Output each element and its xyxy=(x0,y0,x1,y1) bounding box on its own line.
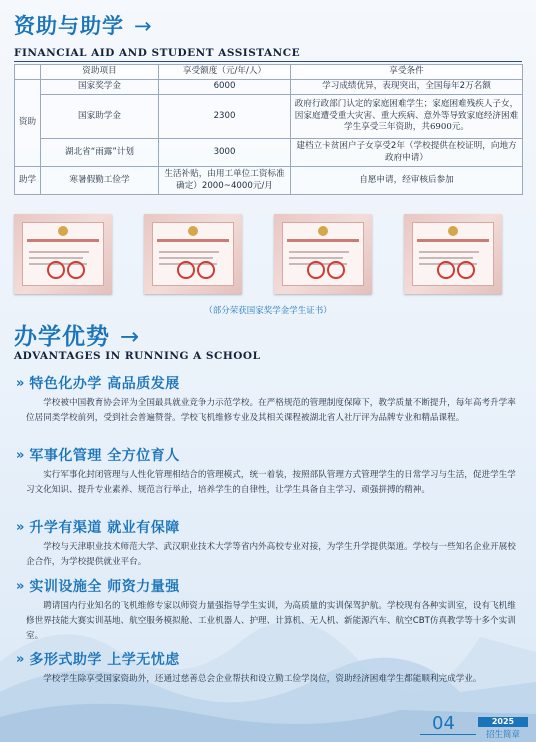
footer-label: 招生简章 xyxy=(485,730,520,740)
table-row xyxy=(15,80,523,95)
item-cell: 寒暑假勤工俭学 xyxy=(41,167,159,195)
table-header-row xyxy=(15,65,523,80)
advantages-subtitle: ADVANTAGES IN RUNNING A SCHOOL xyxy=(14,350,261,362)
advantage-body: 学校被中国教育协会评为全国最具就业竞争力示范学校。在严格规范的管理制度保障下，教学质量不断提升，每年高考升学率位居同类学校前列，受到社会普遍赞誉。学校飞机维修专业及其相关课程被湖北省人社厅评为品牌专业和精品课程。 xyxy=(26,398,516,423)
section-divider xyxy=(14,61,522,62)
amount-cell: 6000 xyxy=(159,80,291,95)
certificate-image xyxy=(14,214,112,294)
table-row xyxy=(15,139,523,167)
amount-cell: 3000 xyxy=(159,139,291,167)
amount-cell: 生活补贴，由用工单位工资标准确定）2000~4000元/月 xyxy=(159,167,291,195)
header-cell-condition: 享受条件 xyxy=(291,65,523,80)
advantage-body: 实行军事化封闭管理与人性化管理相结合的管理模式，统一着装，按照部队管理方式管理学生的日常学习与生活，促进学生学习文化知识、提升专业素养、规范言行举止，培养学生的自律性，让学生具备自主学习、顽强拼搏的精神。 xyxy=(26,470,516,495)
footer-divider xyxy=(420,734,476,735)
footer-year-badge: 2025 xyxy=(478,717,528,727)
financial-aid-subtitle: FINANCIAL AID AND STUDENT ASSISTANCE xyxy=(14,47,301,59)
header-cell-amount: 享受额度（元/年/人） xyxy=(159,65,291,80)
condition-cell: 自愿申请，经审核后参加 xyxy=(291,167,523,195)
item-cell: 国家奖学金 xyxy=(41,80,159,95)
category-cell: 资助 xyxy=(15,80,41,167)
advantage-body: 学校与天津职业技术师范大学、武汉职业技术大学等省内外高校专业对接，为学生升学提供渠道。学校与一些知名企业开展校企合作，为学校提供就业平台。 xyxy=(26,542,516,567)
financial-aid-title: 资助与助学 → xyxy=(14,14,153,38)
double-chevron-icon: » xyxy=(16,651,22,667)
certificate-image xyxy=(404,214,502,294)
header-cell-empty xyxy=(15,65,41,80)
advantage-heading: » 升学有渠道 就业有保障 xyxy=(16,519,180,536)
double-chevron-icon: » xyxy=(16,578,22,594)
certificate-image xyxy=(144,214,242,294)
condition-cell: 政府行政部门认定的家庭困难学生；家庭困难残疾人子女，因家庭遭受重大灾害、重大疾病、意外等导致家庭经济困难学生享受三年资助，共6900元。 xyxy=(291,95,523,139)
table-row xyxy=(15,167,523,195)
double-chevron-icon: » xyxy=(16,375,22,391)
double-chevron-icon: » xyxy=(16,447,22,463)
condition-cell: 建档立卡贫困户子女享受2年（学校提供在校证明，向地方政府申请） xyxy=(291,139,523,167)
table-row xyxy=(15,95,523,139)
page-number: 04 xyxy=(432,713,455,734)
advantage-body: 聘请国内行业知名的飞机维修专家以师资力量强指导学生实训，为高质量的实训保驾护航。学校现有各种实训室，设有飞机维修世界技能大赛实训基地、航空服务模拟舱、工业机器人、护理、计算机、无人机、新能源汽车、航空CBT仿真教学等十多个实训室。 xyxy=(26,601,516,641)
item-cell: 国家助学金 xyxy=(41,95,159,139)
certificate-image xyxy=(274,214,372,294)
certificate-caption: （部分荣获国家奖学金学生证书） xyxy=(204,306,332,316)
category-cell: 助学 xyxy=(15,167,41,195)
item-cell: 湖北省“雨露”计划 xyxy=(41,139,159,167)
arrow-right-icon: → xyxy=(134,14,153,38)
financial-aid-table xyxy=(14,64,523,195)
advantage-heading: » 军事化管理 全方位育人 xyxy=(16,447,180,464)
advantage-heading: » 多形式助学 上学无忧虑 xyxy=(16,651,180,668)
arrow-right-icon: → xyxy=(120,324,141,350)
advantage-heading: » 实训设施全 师资力量强 xyxy=(16,578,180,595)
advantage-heading: » 特色化办学 高品质发展 xyxy=(16,375,180,392)
header-cell-item: 资助项目 xyxy=(41,65,159,80)
certificate-gallery xyxy=(14,214,522,296)
advantage-body: 学校学生除享受国家资助外，还通过慈善总会企业帮扶和设立勤工俭学岗位，资助经济困难学生都能顺利完成学业。 xyxy=(43,674,482,684)
advantages-title: 办学优势 → xyxy=(14,324,141,350)
double-chevron-icon: » xyxy=(16,519,22,535)
condition-cell: 学习成绩优异，表现突出，全国每年2万名额 xyxy=(291,80,523,95)
amount-cell: 2300 xyxy=(159,95,291,139)
